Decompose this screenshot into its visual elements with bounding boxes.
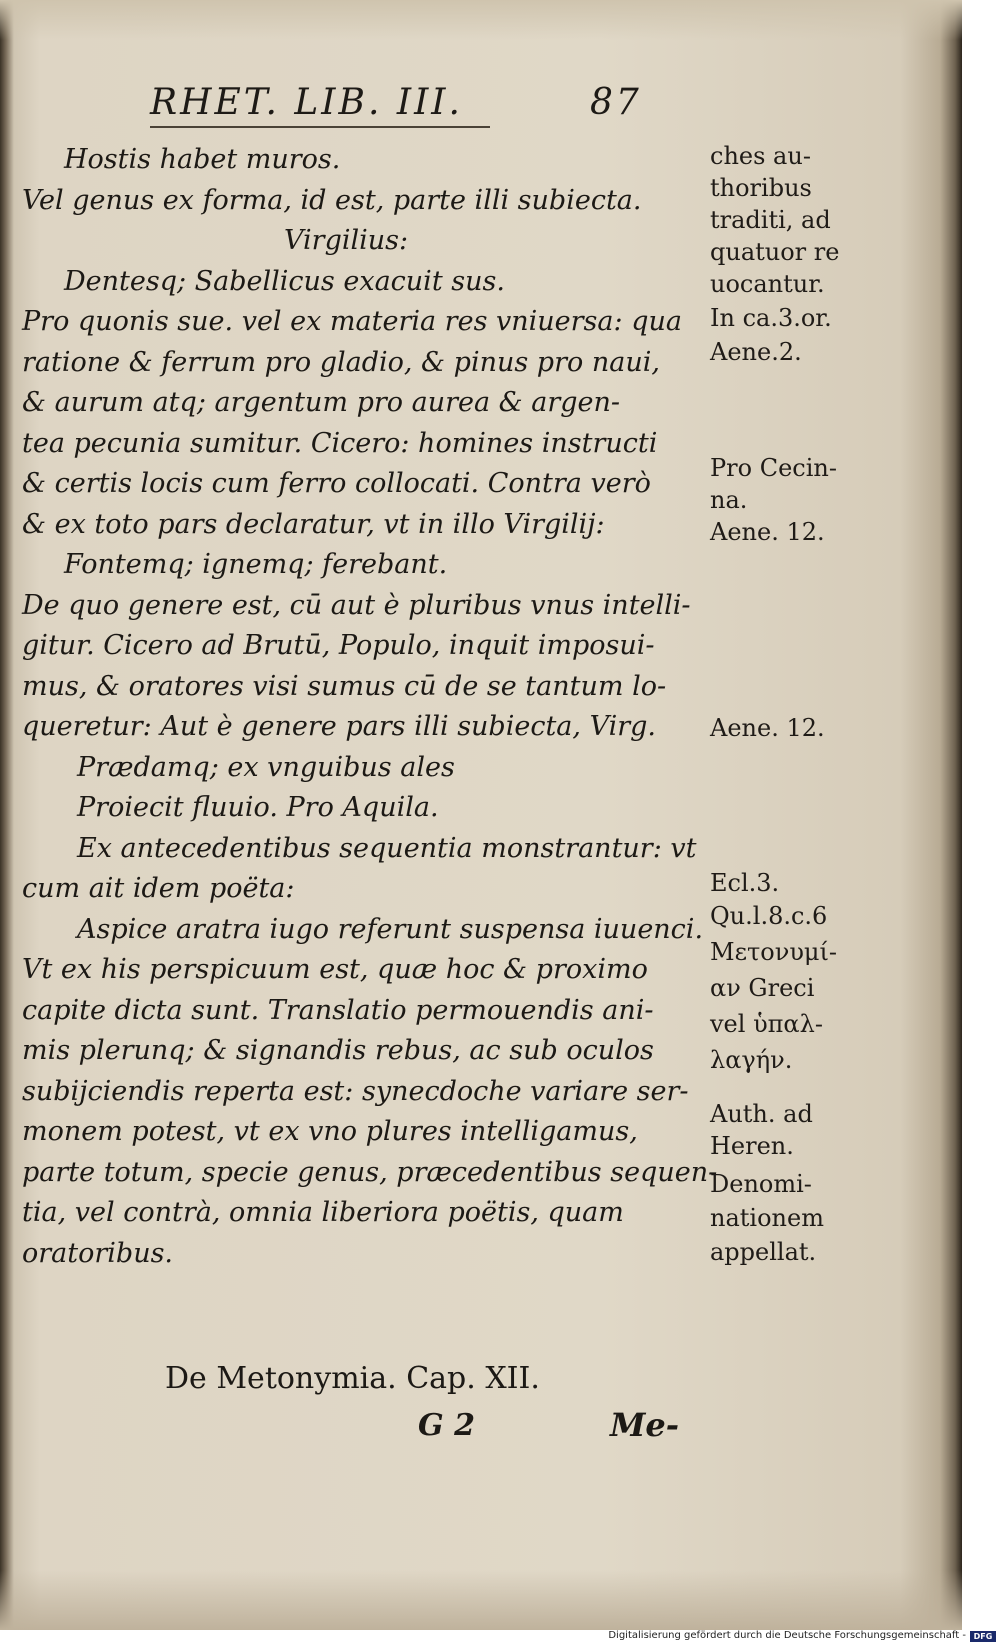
running-header [150, 82, 650, 132]
margin-note: thoribus [710, 174, 812, 202]
margin-note: αν Greci [710, 974, 815, 1002]
text-line: Fontemq; ignemq; ferebant. [64, 549, 448, 580]
main-text-block [22, 140, 718, 1274]
text-line: capite dicta sunt. Translatio permouendis ani- [22, 994, 654, 1026]
text-line: De quo genere est, cū aut è pluribus vnus intelli- [22, 589, 691, 621]
text-line: Vel genus ex forma, id est, parte illi subiecta. [22, 184, 642, 216]
running-head-title: RHET. LIB. III. [150, 82, 463, 123]
margin-note: na. [710, 486, 748, 514]
text-line: Vt ex his perspicuum est, quæ hoc & proximo [22, 954, 648, 985]
text-line: queretur: Aut è genere pars illi subiecta, Virg. [22, 711, 656, 742]
footer-bar [0, 1630, 1000, 1644]
catchword: Me- [610, 1406, 680, 1444]
text-line: Hostis habet muros. [64, 144, 341, 175]
text-line: cum ait idem poëta: [22, 873, 295, 904]
text-line: Ex antecedentibus sequentia monstrantur: vt [77, 832, 697, 864]
text-line: tea pecunia sumitur. Cicero: homines instructi [22, 427, 658, 459]
text-line: & ex toto pars declaratur, vt in illo Virgilij: [22, 508, 605, 540]
margin-note: uocantur. [710, 270, 825, 298]
text-line: Aspice aratra iugo referunt suspensa iuuenci. [77, 913, 704, 945]
chapter-heading: De Metonymia. Cap. XII. [165, 1361, 540, 1396]
margin-note: In ca.3.or. [710, 304, 832, 332]
margin-note: traditi, ad [710, 206, 831, 234]
text-line: mus, & oratores visi sumus cū de se tantum lo- [22, 670, 667, 702]
signature-mark: G 2 [418, 1408, 475, 1443]
text-line: Dentesq; Sabellicus exacuit sus. [64, 265, 505, 297]
text-line: parte totum, specie genus, præcedentibus sequen- [22, 1156, 718, 1188]
dfg-logo: DFG [970, 1631, 996, 1642]
margin-note: Auth. ad [710, 1100, 813, 1128]
margin-note: Aene. 12. [710, 714, 825, 742]
page-number: 87 [590, 82, 642, 123]
margin-note: vel ὑπαλ- [710, 1010, 823, 1038]
margin-note: Qu.l.8.c.6 [710, 902, 828, 930]
margin-note: ches au- [710, 142, 811, 170]
footer-credit: Digitalisierung gefördert durch die Deutsche Forschungsgemeinschaft - [608, 1630, 966, 1641]
text-line: Pro quonis sue. vel ex materia res vniuersa: qua [22, 306, 682, 337]
text-line: Virgilius: [284, 225, 409, 256]
margin-note: Aene.2. [710, 338, 802, 366]
text-line: ratione & ferrum pro gladio, & pinus pro naui, [22, 346, 660, 378]
margin-note: quatuor re [710, 238, 840, 266]
margin-note: Ecl.3. [710, 869, 780, 897]
margin-note: nationem [710, 1204, 824, 1232]
text-line: monem potest, vt ex vno plures intelligamus, [22, 1116, 638, 1147]
margin-note: Denomi- [710, 1170, 812, 1198]
margin-note: Heren. [710, 1132, 794, 1160]
text-line: Prædamq; ex vnguibus ales [77, 751, 455, 783]
margin-note: appellat. [710, 1238, 817, 1266]
text-line: tia, vel contrà, omnia liberiora poëtis, quam [22, 1197, 624, 1228]
text-line: subijciendis reperta est: synecdoche variare ser- [22, 1075, 689, 1107]
text-line: Proiecit fluuio. Pro Aquila. [77, 792, 439, 823]
text-line: mis plerunq; & signandis rebus, ac sub oculos [22, 1035, 654, 1066]
text-line: & certis locis cum ferro collocati. Contra verò [22, 468, 651, 499]
margin-note: Aene. 12. [710, 518, 825, 546]
margin-note: λαγήν. [710, 1046, 793, 1074]
text-line: oratoribus. [22, 1237, 174, 1269]
margin-note: Μετονυμί- [710, 938, 838, 966]
header-rule [150, 126, 490, 128]
text-line: gitur. Cicero ad Brutū, Populo, inquit imposui- [22, 630, 655, 661]
text-line: & aurum atq; argentum pro aurea & argen- [22, 387, 621, 418]
margin-note: Pro Cecin- [710, 454, 837, 482]
